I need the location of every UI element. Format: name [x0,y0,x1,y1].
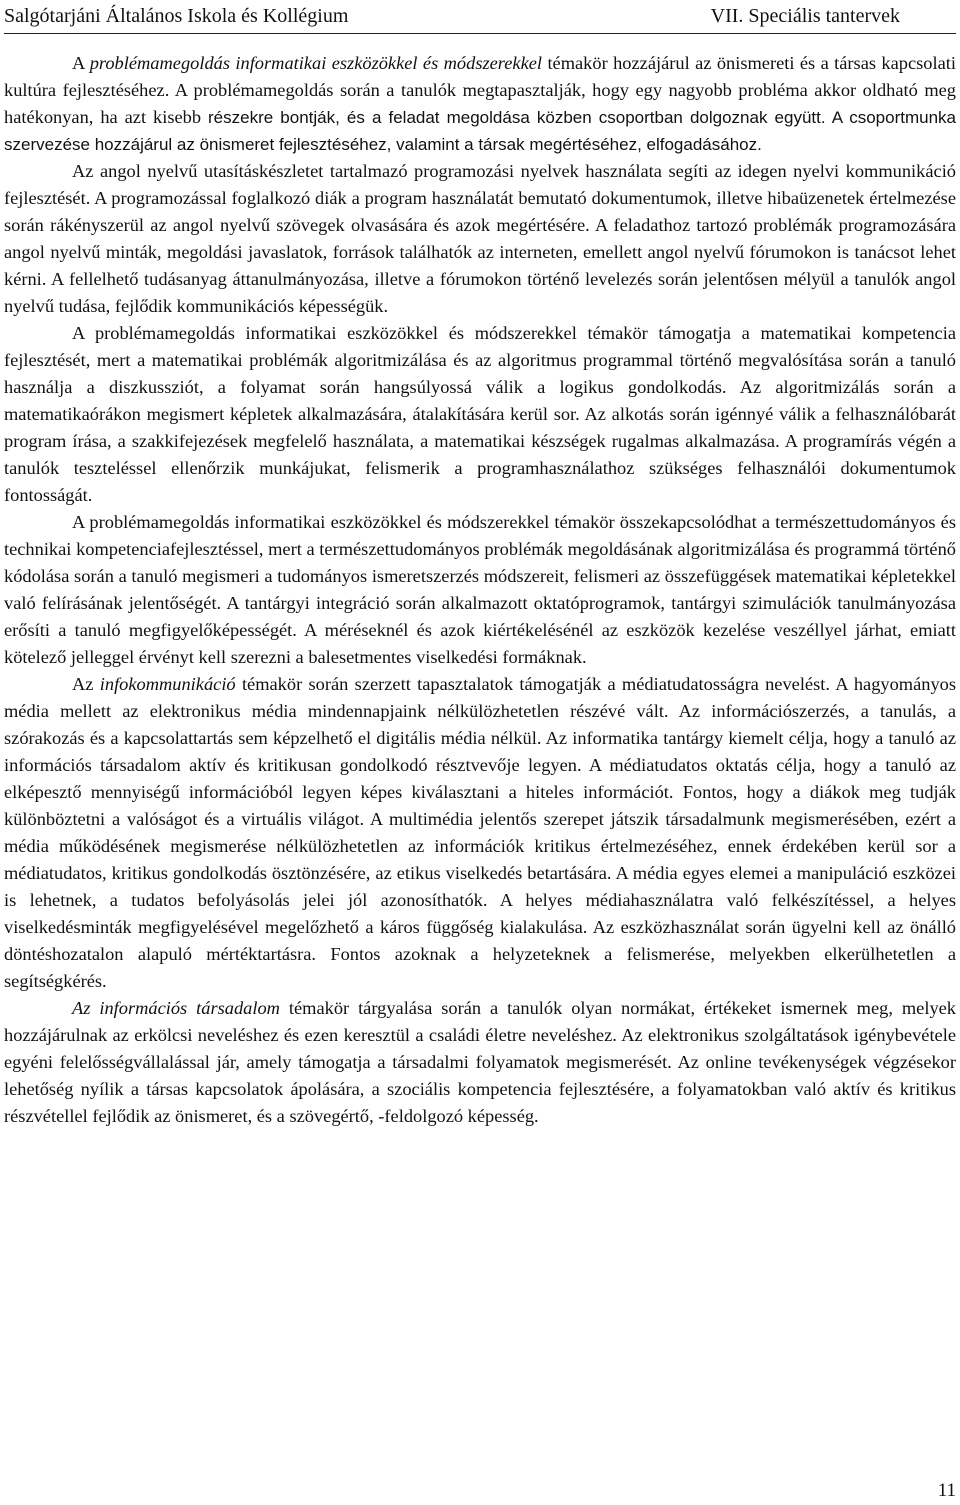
paragraph-text-sans: részekre bontják, és a feladat megoldása közben csoportban dolgoznak együtt. A csoportmunka szervezése hozzájárul az önismeret fejlesztéséhez, valamint a társak megértéséhez, elfogadásához. [4,108,956,154]
paragraph-text: témakör tárgyalása során a tanulók olyan normákat, értékeket ismernek meg, melyek hozzájárulnak az erkölcsi neveléshez és ezen keresztül a családi életre neveléshez. Az elektronikus szolgáltatások igénybevétele egyéni felelősségvállalással jár, amely támogatja a társadalmi folyamatok megismerését. Az online tevékenységek végzésekor lehetőség nyílik a társas kapcsolatok ápolására, a szociális kompetencia fejlesztésére, a folyamatokban való aktív és kritikus részvétellel fejlődik az önismeret, és a szövegértő, -feldolgozó képesség. [4,998,956,1126]
page-number: 11 [937,1480,956,1501]
paragraph-text: témakör hozzájárul az önismereti és a társas kapcsolati kultúra fejlesztéséhez. A problémamegoldás során a tanulók megtapasztalják, hogy egy nagyobb probléma akkor oldható meg hatékonyan, ha azt kisebb [4,53,956,127]
paragraph-math-competence [4,320,956,509]
page-header [4,0,956,34]
paragraph-science-competence [4,509,956,671]
paragraph-text: A [72,53,90,73]
paragraph-infocommunication [4,671,956,995]
paragraph-english-language [4,158,956,320]
topic-emphasis: infokommunikáció [99,674,236,694]
header-section-title: VII. Speciális tantervek [710,5,900,27]
paragraph-information-society [4,995,956,1130]
header-school-name: Salgótarjáni Általános Iskola és Kollégium [4,5,349,27]
document-body [4,50,956,1130]
topic-emphasis: Az információs társadalom [72,998,280,1018]
paragraph-text: Az angol nyelvű utasításkészletet tartalmazó programozási nyelvek használata segíti az idegen nyelvi kommunikáció fejlesztését. A programozással foglalkozó diák a program használatát bemutató dokumentumok, illetve hibaüzenetek értelmezése során rákényszerül az angol nyelvű szövegek olvasására és azok megértésére. A feladathoz tartozó problémák programozására angol nyelvű minták, megoldási javaslatok, források találhatók az interneten, emellett angol nyelvű fórumokon is tanácsot lehet kérni. A fellelhető tudásanyag áttanulmányozása, illetve a fórumokon történő levelezés során jelentősen mélyül a tanulók angol nyelvű tudása, fejlődik kommunikációs képességük. [4,161,956,316]
paragraph-text: Az [72,674,100,694]
paragraph-text: témakör során szerzett tapasztalatok támogatják a médiatudatosságra nevelést. A hagyományos média mellett az elektronikus média mindennapjaink nélkülözhetetlen részévé vált. Az információszerzés, a tanulás, a szórakozás és a kapcsolattartás sem képzelhető el digitális média nélkül. Az informatika tantárgy kiemelt célja, hogy a tanuló az információs társadalom aktív és kritikusan gondolkodó résztvevője legyen. A médiatudatos oktatás célja, hogy a tanuló az elképesztő mennyiségű információból legyen képes kiválasztani a hiteles információt. Fontos, hogy a diákok meg tudják különböztetni a valóságot és a virtuális világot. A multimédia jelentős szerepet játszik társadalmunk megismerésében, ezért a média működésének megismerése nélkülözhetetlen az információk kritikus értelmezéséhez, ennek érdekében kerül sor a médiatudatos, kritikus gondolkodás ösztönzésére, az etikus viselkedés betartására. A média egyes elemei a manipuláció eszközei is lehetnek, a tudatos befolyásolás jelei jól azonosíthatók. A helyes médiahasználatra való felkészítéssel, a helyes viselkedésminták megfigyelésével megelőzhető a káros függőség kialakulása. Az eszközhasználat során ügyelni kell az önálló döntéshozatalon alapuló mértéktartásra. Fontos azoknak a helyzeteknek a felismerése, melyekben elkerülhetetlen a segítségkérés. [4,674,956,991]
paragraph-text: A problémamegoldás informatikai eszközökkel és módszerekkel témakör támogatja a matematikai kompetencia fejlesztését, mert a matematikai problémák algoritmizálása és az algoritmus programmal történő megvalósítása során a tanuló használja a diszkussziót, a folyamat során hangsúlyossá válik a logikus gondolkodás. Az algoritmizálás során a matematikaórákon megismert képletek alkalmazására, átalakítására kerül sor. Az alkotás során igénnyé válik a felhasználóbarát program írása, a szakkifejezések megfelelő használata, a matematikai készségek rugalmas alkalmazása. A programírás végén a tanulók teszteléssel ellenőrzik munkájukat, felismerik a programhasználathoz szükséges felhasználói dokumentumok fontosságát. [4,323,956,505]
paragraph-text: A problémamegoldás informatikai eszközökkel és módszerekkel témakör összekapcsolódhat a természettudományos és technikai kompetenciafejlesztéssel, mert a természettudományos problémák megoldásának algoritmizálása és programmá történő kódolása során a tanuló megismeri a tudományos ismeretszerzés módszereit, felismeri az összefüggések matematikai képletekkel való felírásának jelentőségét. A tantárgyi integráció során alkalmazott oktatóprogramok, tantárgyi szimulációk tanulmányozása erősíti a tanuló megfigyelőképességét. A méréseknél és azok kiértékelésénél az eszközök kezelése veszéllyel járhat, emiatt kötelező jelleggel érvényt kell szerezni a balesetmentes viselkedési formáknak. [4,512,956,667]
topic-emphasis: problémamegoldás informatikai eszközökkel és módszerekkel [89,53,543,73]
paragraph-problem-solving-self-knowledge [4,50,956,158]
